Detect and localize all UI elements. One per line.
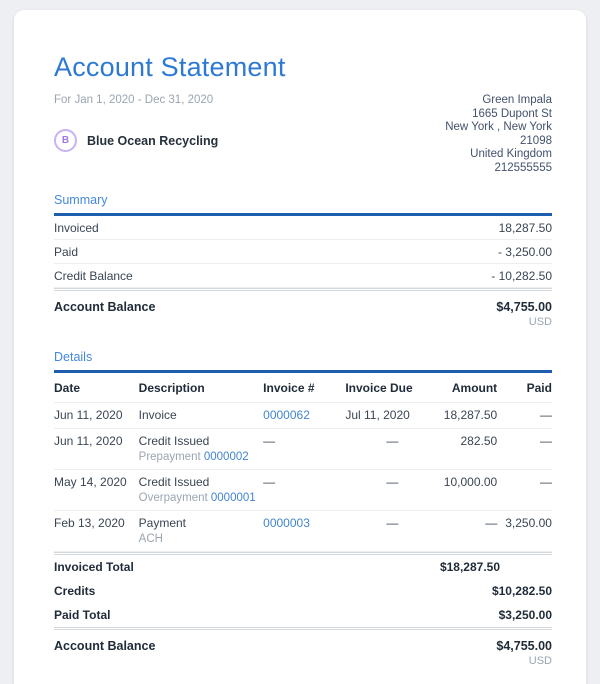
account-balance-value: $4,755.00 <box>496 300 552 314</box>
summary-account-balance-row <box>54 291 552 316</box>
detail-description <box>139 516 264 545</box>
detail-sub-link[interactable]: 0000002 <box>203 451 249 463</box>
detail-amount: 18,287.50 <box>443 408 498 422</box>
column-header-paid: Paid <box>526 381 552 395</box>
details-heading: Details <box>54 350 93 364</box>
detail-paid: — <box>539 475 552 489</box>
detail-invoice-due: — <box>386 475 399 489</box>
detail-invoice-number: — <box>263 475 276 489</box>
statement-header <box>54 94 552 175</box>
account-balance-value: $4,755.00 <box>496 639 552 653</box>
business-address-line: 212555555 <box>494 161 552 174</box>
detail-invoice-number: — <box>263 434 276 448</box>
details-account-balance-row <box>54 630 552 655</box>
summary-row-value: 18,287.50 <box>498 221 552 235</box>
column-header-description: Description <box>138 381 205 395</box>
totals-value: $18,287.50 <box>439 560 500 574</box>
detail-description <box>139 475 264 504</box>
account-balance-label: Account Balance <box>54 639 156 653</box>
detail-description <box>139 408 264 422</box>
detail-description <box>139 434 264 463</box>
detail-amount: 282.50 <box>460 434 498 448</box>
detail-description-main: Payment <box>138 516 187 530</box>
business-address-line: 1665 Dupont St <box>472 107 552 120</box>
summary-row-label: Credit Balance <box>54 269 133 283</box>
detail-table-row <box>54 429 552 470</box>
column-header-amount: Amount <box>451 381 498 395</box>
currency-label: USD <box>528 655 552 667</box>
detail-date: May 14, 2020 <box>54 475 127 489</box>
statement-date-range: For Jan 1, 2020 - Dec 31, 2020 <box>54 94 214 106</box>
detail-description-main: Invoice <box>138 408 177 422</box>
detail-amount: — <box>485 516 498 530</box>
totals-value: $3,250.00 <box>498 608 552 622</box>
detail-paid: — <box>539 408 552 422</box>
detail-description-sub <box>139 492 264 504</box>
detail-invoice-number[interactable]: 0000003 <box>263 516 310 530</box>
detail-sub-prefix: ACH <box>138 533 163 545</box>
detail-date: Jun 11, 2020 <box>54 408 123 422</box>
summary-row <box>54 264 552 288</box>
detail-amount: 10,000.00 <box>443 475 498 489</box>
detail-table-row <box>54 511 552 552</box>
totals-row <box>54 603 552 627</box>
header-left <box>54 94 218 175</box>
detail-invoice-number[interactable]: 0000062 <box>263 408 310 422</box>
detail-description-main: Credit Issued <box>138 475 210 489</box>
detail-sub-link[interactable]: 0000001 <box>210 492 256 504</box>
detail-table-row <box>54 403 552 429</box>
summary-row <box>54 240 552 264</box>
detail-invoice-due: Jul 11, 2020 <box>345 408 410 422</box>
totals-row <box>54 555 552 579</box>
totals-row <box>54 579 552 603</box>
customer-avatar: B <box>54 129 77 152</box>
detail-paid: 3,250.00 <box>505 516 552 530</box>
detail-date: Feb 13, 2020 <box>54 516 125 530</box>
business-address-line: 21098 <box>520 134 552 147</box>
summary-row-value: - 3,250.00 <box>497 245 552 259</box>
column-header-invoice: Invoice # <box>263 381 315 395</box>
currency-label: USD <box>528 316 552 328</box>
detail-sub-prefix: Prepayment <box>138 451 201 463</box>
business-address-line: Green Impala <box>482 94 552 106</box>
customer-name: Blue Ocean Recycling <box>87 133 219 148</box>
totals-label: Credits <box>54 584 96 598</box>
detail-description-sub <box>139 451 264 463</box>
details-section <box>54 350 552 671</box>
summary-row-label: Invoiced <box>54 221 99 235</box>
summary-row-label: Paid <box>54 245 79 259</box>
business-address-block <box>445 94 552 175</box>
account-balance-label: Account Balance <box>54 300 156 314</box>
detail-description-sub <box>139 533 264 545</box>
page-title: Account Statement <box>54 52 286 82</box>
statement-card <box>14 10 586 684</box>
detail-invoice-due: — <box>386 434 399 448</box>
business-address-line: United Kingdom <box>470 148 552 160</box>
summary-row-value: - 10,282.50 <box>491 269 552 283</box>
column-header-date: Date <box>54 381 81 395</box>
totals-label: Paid Total <box>54 608 111 622</box>
column-header-invoice-due: Invoice Due <box>345 381 413 395</box>
customer-row <box>54 129 218 152</box>
detail-table-row <box>54 470 552 511</box>
detail-paid: — <box>539 434 552 448</box>
summary-section <box>54 193 552 332</box>
summary-heading: Summary <box>54 193 108 207</box>
detail-description-main: Credit Issued <box>138 434 210 448</box>
summary-row <box>54 216 552 240</box>
detail-invoice-due: — <box>386 516 399 530</box>
totals-value: $10,282.50 <box>491 584 552 598</box>
business-address-line: New York , New York <box>445 121 552 133</box>
detail-sub-prefix: Overpayment <box>138 492 208 504</box>
details-table-header <box>54 373 552 403</box>
totals-label: Invoiced Total <box>54 560 134 574</box>
detail-date: Jun 11, 2020 <box>54 434 123 448</box>
